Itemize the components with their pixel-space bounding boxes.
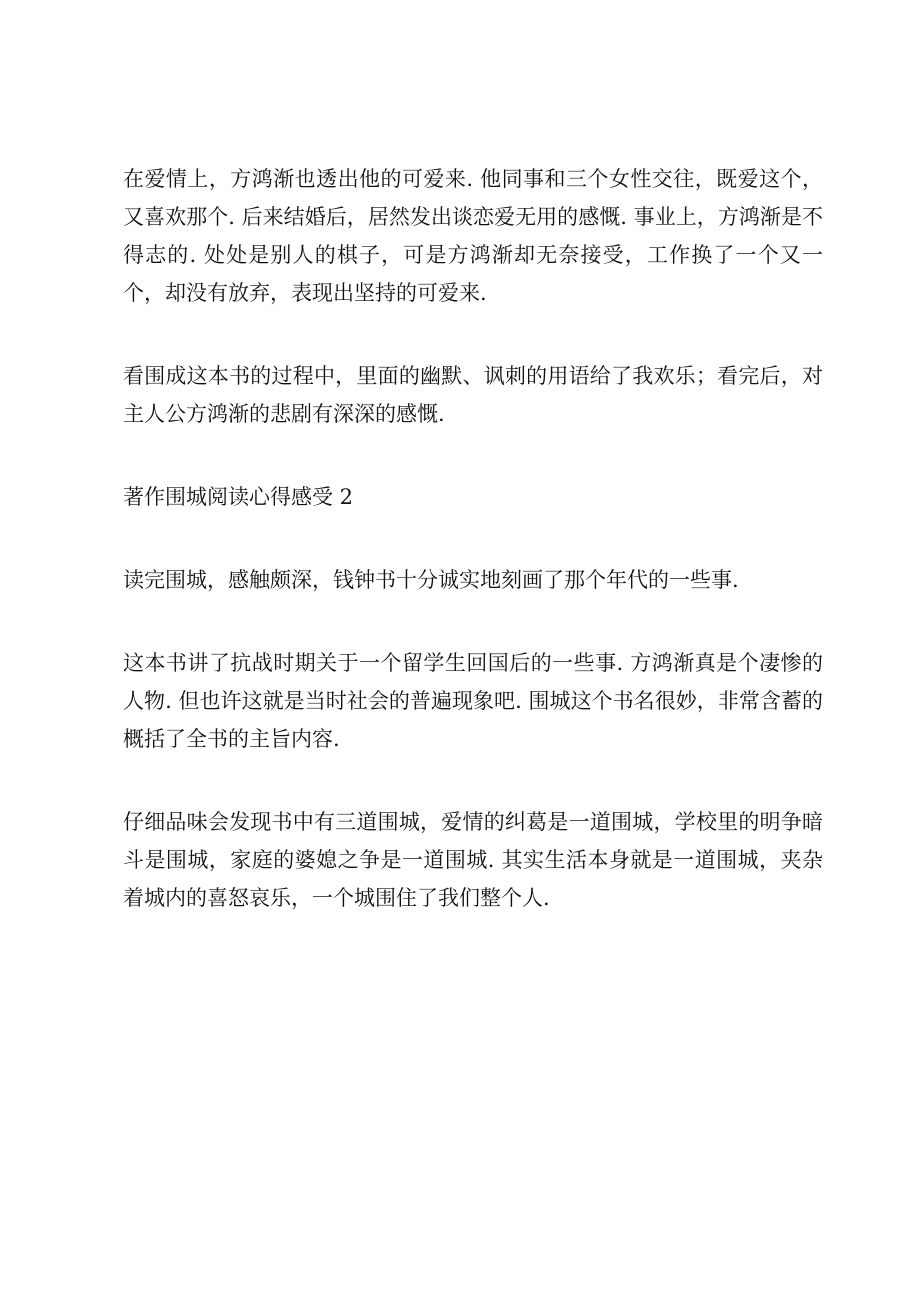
paragraph-impression: 读完围城，感触颇深，钱钟书十分诚实地刻画了那个年代的一些事.: [123, 568, 739, 592]
paragraph-love: 在爱情上，方鸿渐也透出他的可爱来. 他同事和三个女性交往，既爱这个，又喜欢那个. 后来结婚后，居然发出谈恋爱无用的感慨. 事业上，方鸿渐是不得志的. 处处是别人的棋子，可是方鸿渐却无奈接受，工作换了一个又一个，却没有放弃，表现出坚持的可爱来.: [123, 167, 823, 305]
paragraph-three-sieges: 仔细品味会发现书中有三道围城，爱情的纠葛是一道围城，学校里的明争暗斗是围城，家庭的婆媳之争是一道围城. 其实生活本身就是一道围城，夹杂着城内的喜怒哀乐，一个城围住了我们整个人.: [123, 810, 823, 910]
paragraph-reading-feelings: 看围成这本书的过程中，里面的幽默、讽刺的用语给了我欢乐；看完后，对主人公方鸿渐的悲剧有深深的感慨.: [123, 364, 823, 426]
paragraph-story: 这本书讲了抗战时期关于一个留学生回国后的一些事. 方鸿渐真是个凄惨的人物. 但也许这就是当时社会的普遍现象吧. 围城这个书名很妙，非常含蓄的概括了全书的主旨内容.: [123, 651, 823, 751]
document-body: [123, 160, 823, 962]
section-heading: 著作围城阅读心得感受 2: [123, 485, 354, 509]
